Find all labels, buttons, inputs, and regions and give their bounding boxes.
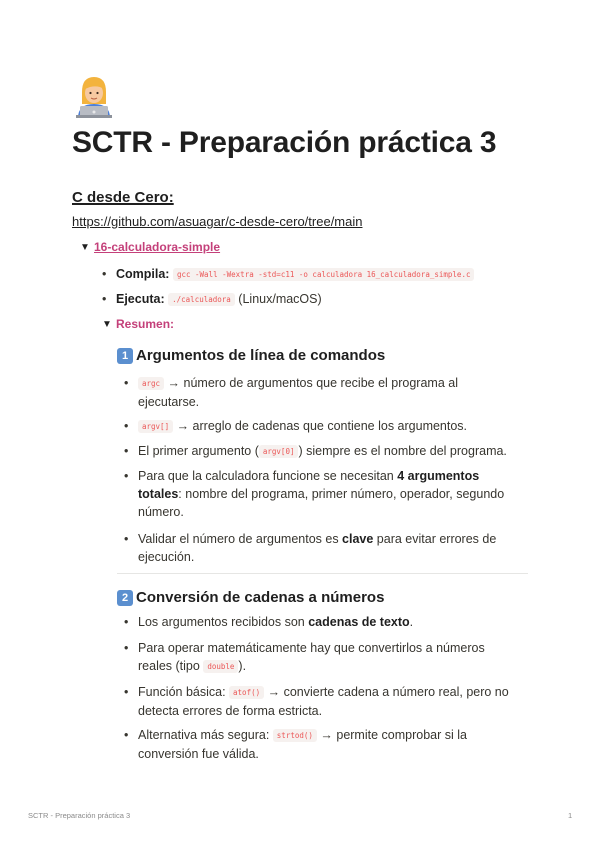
list-item: • Alternativa más segura: strtod() → permite comprobar si la conversión fue válida. bbox=[124, 728, 467, 761]
heading-c-desde-cero: C desde Cero: bbox=[72, 189, 174, 206]
list-item: • Para que la calculadora funcione se necesitan 4 argumentos totales: nombre del programa, primer número, operador, segundo número. bbox=[124, 469, 505, 519]
list-item-ejecuta: • Ejecuta: ./calculadora (Linux/macOS) bbox=[102, 292, 322, 306]
toggle-resumen-label[interactable]: Resumen: bbox=[116, 317, 175, 331]
toggle-open-icon[interactable]: ▼ bbox=[80, 241, 90, 253]
code-argc: argc bbox=[138, 377, 164, 390]
technologist-emoji-icon bbox=[74, 74, 114, 118]
code-argv: argv[] bbox=[138, 420, 173, 433]
list-item-compila: • Compila: gcc -Wall -Wextra -std=c11 -o calculadora 16_calculadora_simple.c bbox=[116, 265, 536, 284]
toggle-open-icon[interactable]: ▼ bbox=[102, 318, 112, 330]
list-item: • argv[] → arreglo de cadenas que contiene los argumentos. bbox=[124, 419, 468, 433]
compila-code: gcc -Wall -Wextra -std=c11 -o calculadora 16_calculadora_simple.c bbox=[173, 268, 475, 281]
code-double: double bbox=[203, 660, 238, 673]
code-strtod: strtod() bbox=[273, 729, 317, 742]
section-heading-2 bbox=[117, 589, 384, 606]
toggle-calculadora-label[interactable]: 16-calculadora-simple bbox=[94, 240, 221, 254]
repo-link[interactable]: https://github.com/asuagar/c-desde-cero/tree/main bbox=[72, 214, 363, 229]
ejecuta-label: Ejecuta: bbox=[116, 292, 165, 306]
list-item: • Validar el número de argumentos es clave para evitar errores de ejecución. bbox=[124, 532, 497, 564]
section-1-title: Argumentos de línea de comandos bbox=[136, 347, 386, 364]
ejecuta-suffix: (Linux/macOS) bbox=[234, 292, 322, 306]
keycap-1-icon: 1 bbox=[117, 348, 133, 364]
list-item: • argc → número de argumentos que recibe el programa al ejecutarse. bbox=[124, 376, 458, 409]
page-title: SCTR - Preparación práctica 3 bbox=[72, 126, 497, 159]
divider bbox=[117, 573, 528, 574]
section-2-title: Conversión de cadenas a números bbox=[136, 589, 385, 606]
footer-title: SCTR - Preparación práctica 3 bbox=[28, 811, 131, 820]
code-atof: atof() bbox=[229, 686, 264, 699]
ejecuta-code: ./calculadora bbox=[168, 293, 235, 306]
list-item: • Para operar matemáticamente hay que convertirlos a números reales (tipo double ). bbox=[124, 641, 485, 673]
list-item: • Función básica: atof() → convierte cadena a número real, pero no detecta errores de forma estricta. bbox=[124, 685, 509, 718]
code-argv0: argv[0] bbox=[259, 445, 299, 458]
list-item: • Los argumentos recibidos son cadenas de texto. bbox=[124, 615, 414, 629]
section-heading-1 bbox=[117, 347, 385, 364]
list-item: • El primer argumento ( argv[0] ) siempre es el nombre del programa. bbox=[124, 444, 507, 458]
toggle-resumen[interactable] bbox=[102, 317, 174, 331]
keycap-2-icon: 2 bbox=[117, 590, 133, 606]
compila-label: Compila: bbox=[116, 267, 170, 281]
footer-page-number: 1 bbox=[568, 811, 573, 820]
toggle-calculadora[interactable] bbox=[80, 240, 220, 254]
